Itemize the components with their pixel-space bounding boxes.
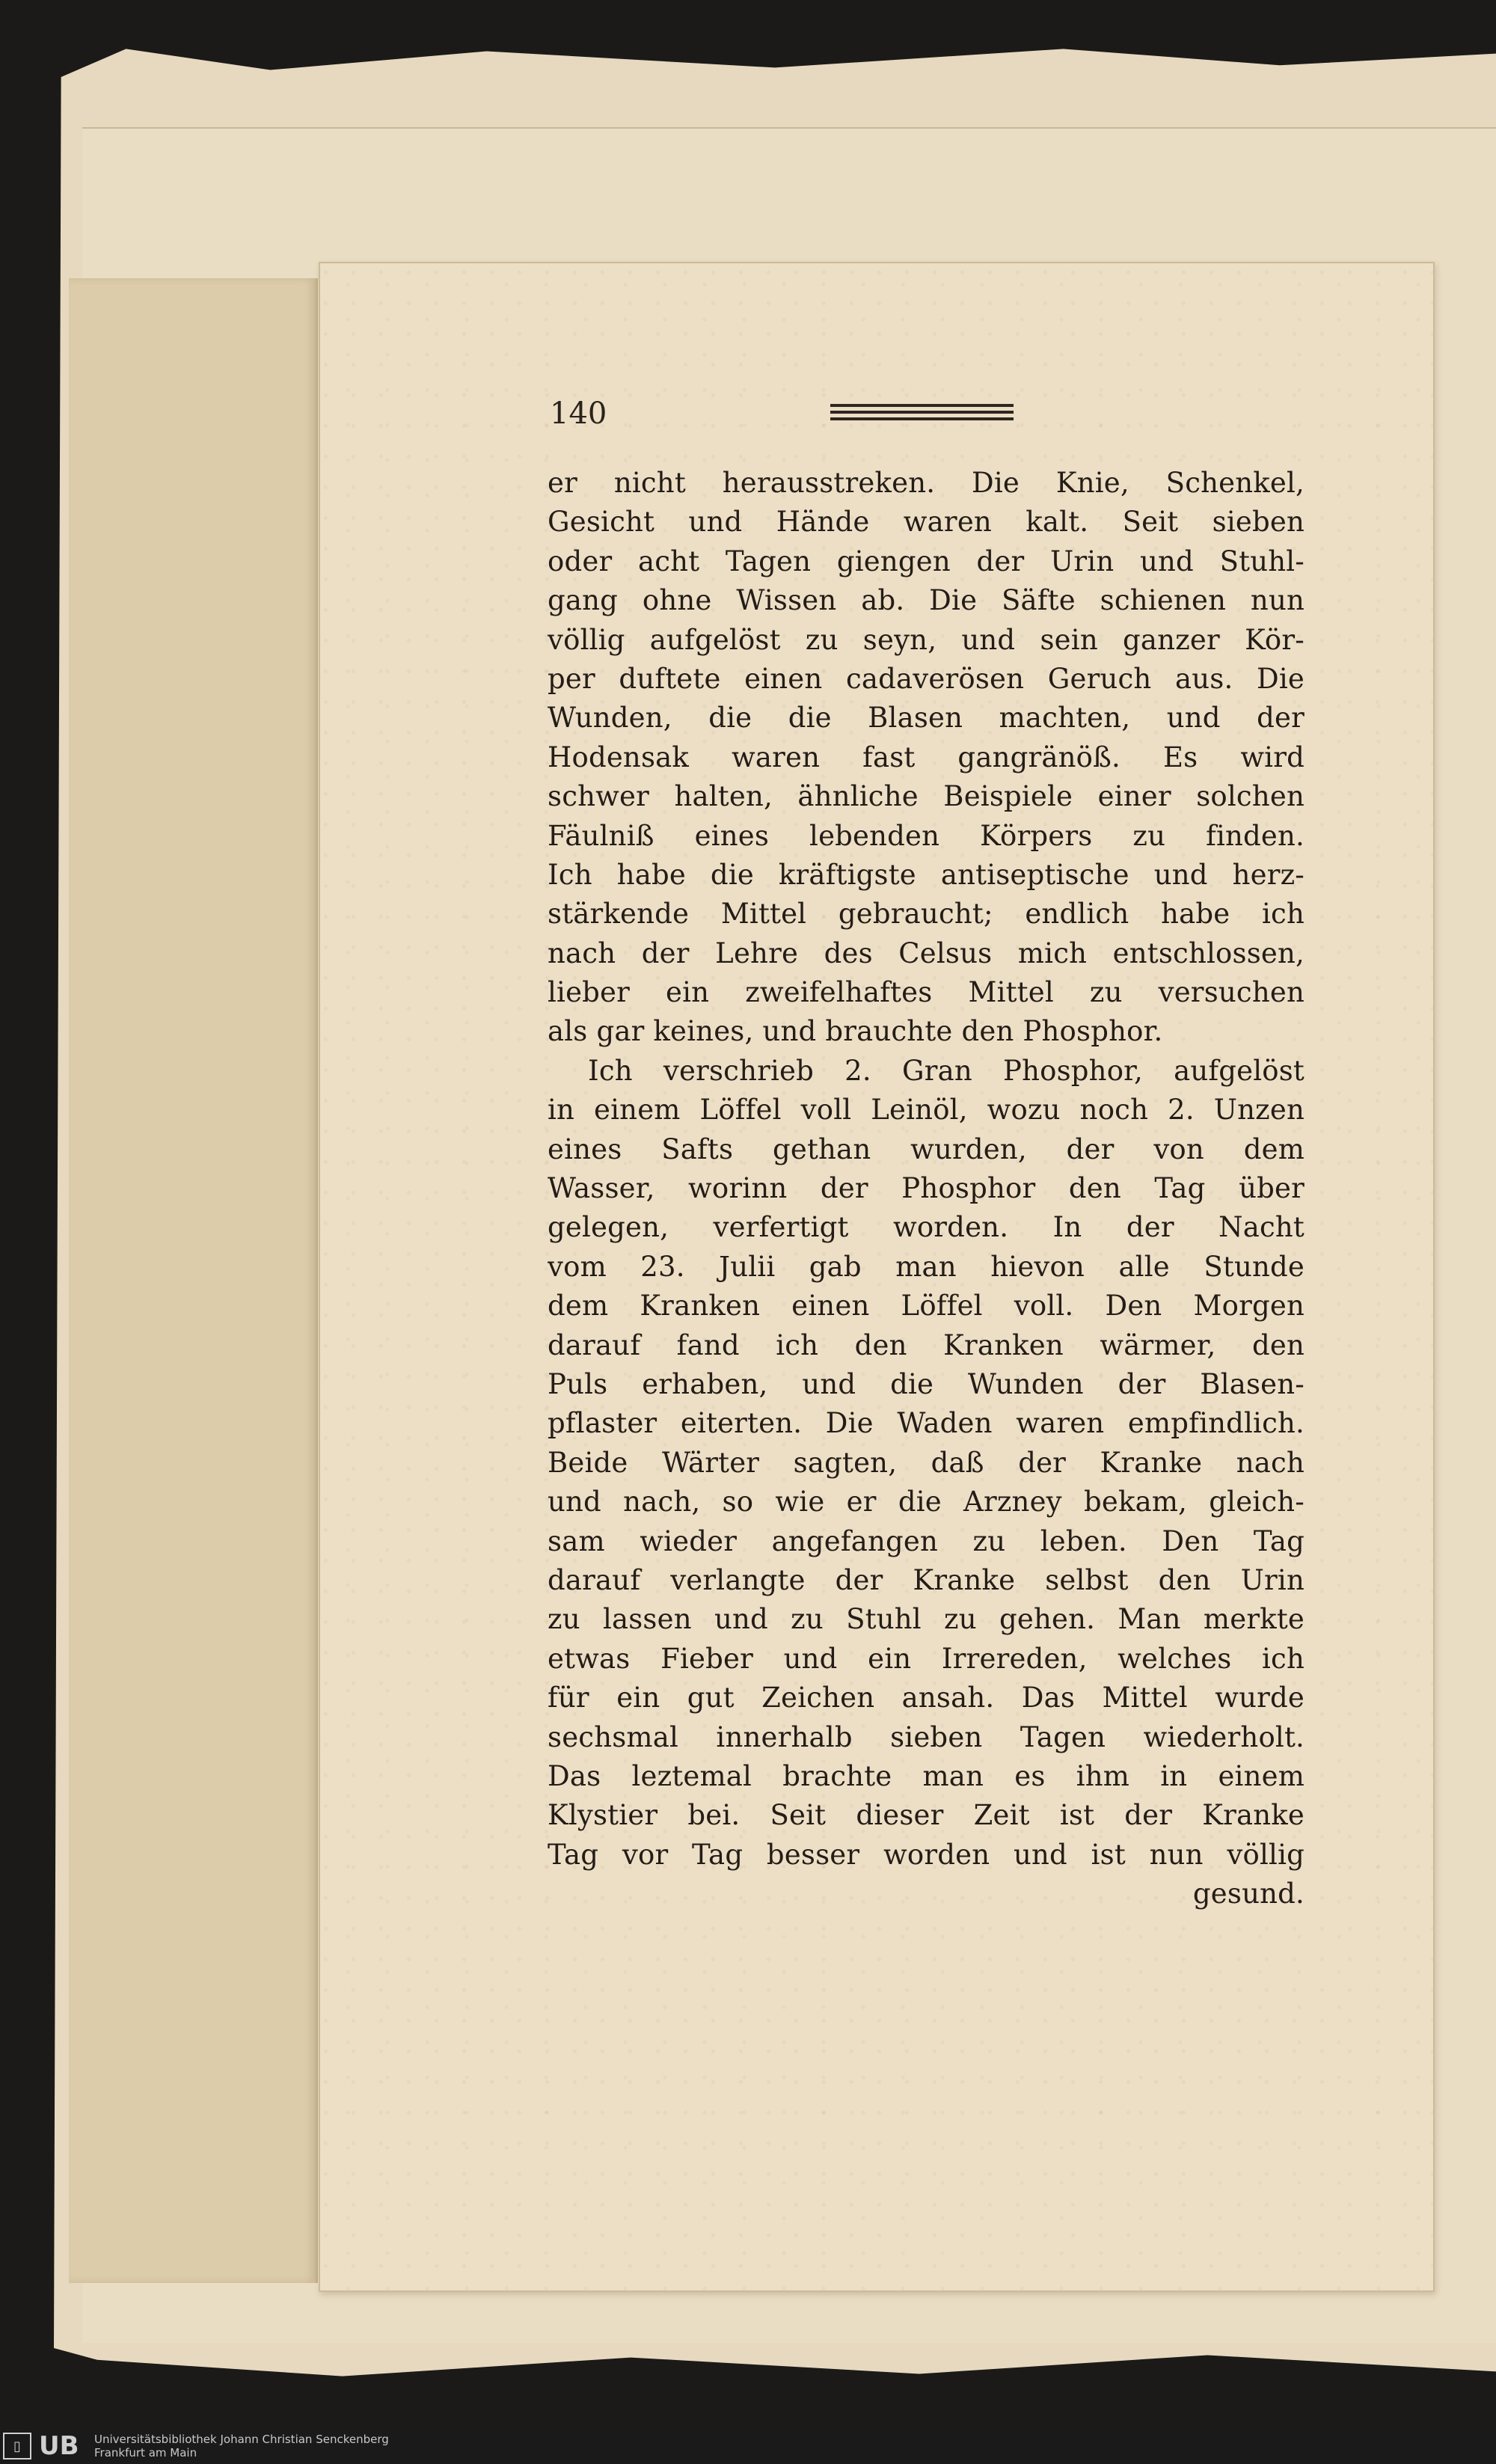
text-line: Gesicht und Hände waren kalt. Seit sieben [548, 506, 1305, 539]
text-line: sam wieder angefangen zu leben. Den Tag [548, 1524, 1305, 1557]
text-line: gelegen, verfertigt worden. In der Nacht [548, 1211, 1305, 1244]
text-line: etwas Fieber und ein Irrereden, welches ich [548, 1642, 1305, 1675]
text-line: Ich habe die kräftigste antiseptische und herz- [548, 858, 1305, 891]
text-line: völlig aufgelöst zu seyn, und sein ganzer Kör- [548, 623, 1305, 656]
text-line: vom 23. Julii gab man hievon alle Stunde [548, 1250, 1305, 1283]
text-line: oder acht Tagen giengen der Urin und Stuhl- [548, 545, 1305, 577]
text-line: Wasser, worinn der Phosphor den Tag über [548, 1172, 1305, 1205]
text-line: gang ohne Wissen ab. Die Säfte schienen nun [548, 584, 1305, 617]
text-line: pflaster eiterten. Die Waden waren empfindlich. [548, 1407, 1305, 1440]
folded-paper-flap [69, 278, 318, 2283]
text-line: Puls erhaben, und die Wunden der Blasen- [548, 1367, 1305, 1400]
footer-credit [94, 2433, 389, 2460]
header-rule [830, 404, 1014, 420]
text-line: Beide Wärter sagten, daß der Kranke nach [548, 1446, 1305, 1479]
text-line: als gar keines, und brauchte den Phosphor. [548, 1015, 1163, 1048]
text-line: darauf fand ich den Kranken wärmer, den [548, 1328, 1305, 1361]
text-line: Fäulniß eines lebenden Körpers zu finden. [548, 819, 1305, 852]
footer-city: Frankfurt am Main [94, 2446, 197, 2460]
text-line: er nicht herausstreken. Die Knie, Schenkel, [548, 467, 1305, 499]
footer-bar [0, 2428, 1496, 2464]
text-line: sechsmal innerhalb sieben Tagen wiederholt. [548, 1720, 1305, 1753]
text-line: Klystier bei. Seit dieser Zeit ist der Kranke [548, 1799, 1305, 1832]
text-line: Das leztemal brachte man es ihm in einem [548, 1759, 1305, 1792]
text-line: in einem Löffel voll Leinöl, wozu noch 2. Unzen [548, 1094, 1305, 1127]
text-line: eines Safts gethan wurden, der von dem [548, 1133, 1305, 1165]
text-line: Ich verschrieb 2. Gran Phosphor, aufgelöst [588, 1054, 1305, 1087]
body-text [548, 464, 1305, 1913]
text-line: stärkende Mittel gebraucht; endlich habe ich [548, 898, 1305, 931]
text-line: und nach, so wie er die Arzney bekam, gleich- [548, 1486, 1305, 1518]
page-number: 140 [550, 396, 607, 431]
library-logo-text: UB [39, 2431, 79, 2461]
text-line: darauf verlangte der Kranke selbst den Urin [548, 1563, 1305, 1596]
text-line: gesund. [1192, 1878, 1305, 1910]
text-line: schwer halten, ähnliche Beispiele einer solchen [548, 780, 1305, 813]
text-line: per duftete einen cadaverösen Geruch aus. Die [548, 662, 1305, 695]
library-logo-icon: ▯ [3, 2433, 31, 2460]
text-line: Wunden, die die Blasen machten, und der [548, 702, 1305, 735]
footer-library-name: Universitätsbibliothek Johann Christian Senckenberg [94, 2433, 389, 2446]
text-line: lieber ein zweifelhaftes Mittel zu versuchen [548, 976, 1305, 1009]
text-line: für ein gut Zeichen ansah. Das Mittel wurde [548, 1682, 1305, 1714]
text-line: Tag vor Tag besser worden und ist nun völlig [548, 1838, 1305, 1871]
text-line: zu lassen und zu Stuhl zu gehen. Man merkte [548, 1603, 1305, 1636]
text-line: dem Kranken einen Löffel voll. Den Morgen [548, 1290, 1305, 1323]
text-line: nach der Lehre des Celsus mich entschlossen, [548, 937, 1305, 969]
text-line: Hodensak waren fast gangränöß. Es wird [548, 741, 1305, 773]
